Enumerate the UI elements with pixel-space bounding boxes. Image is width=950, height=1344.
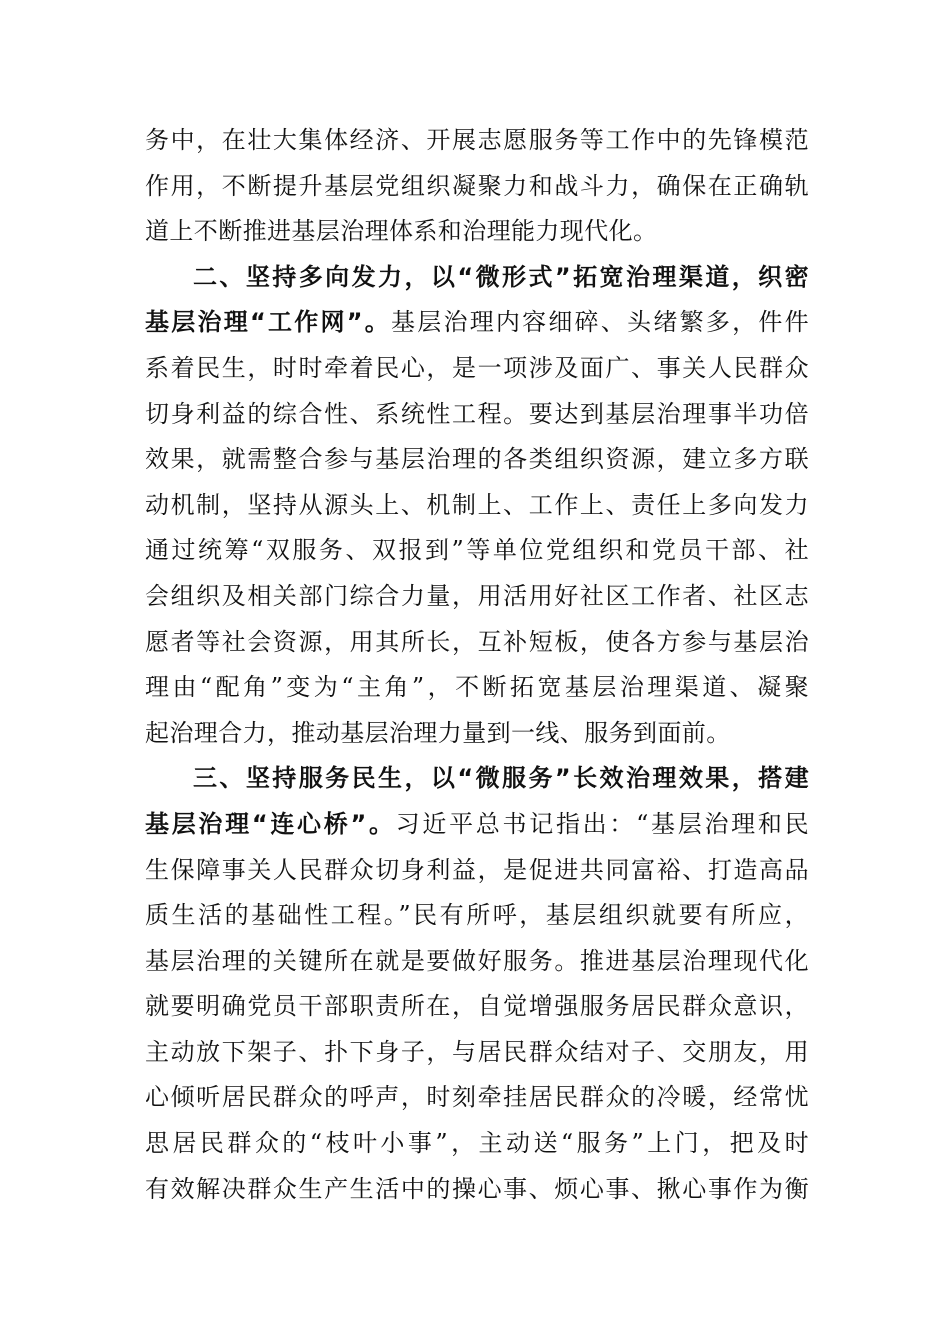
text-line: 思居民群众的“枝叶小事”，主动送“服务”上门，把及时	[145, 1129, 809, 1158]
section-heading-2-tail: 基层治理“工作网”。	[145, 308, 391, 337]
text-line: 就要明确党员干部职责所在，自觉增强服务居民群众意识，	[145, 992, 809, 1021]
text-line: 有效解决群众生产生活中的操心事、烦心事、揪心事作为衡	[145, 1174, 809, 1203]
text-line: 作用，不断提升基层党组织凝聚力和战斗力，确保在正确轨	[145, 171, 809, 200]
text-line: 通过统筹“双服务、双报到”等单位党组织和党员干部、社	[145, 536, 809, 565]
text-line: 基层治理的关键所在就是要做好服务。推进基层治理现代化	[145, 946, 809, 975]
section-heading-2: 二、坚持多向发力，以“微形式”拓宽治理渠道，织密	[193, 262, 809, 291]
text-line: 道上不断推进基层治理体系和治理能力现代化。	[145, 217, 658, 246]
text-line: 愿者等社会资源，用其所长，互补短板，使各方参与基层治	[145, 627, 809, 656]
document-body	[145, 118, 809, 1212]
section-heading-3-tail: 基层治理“连心桥”。	[145, 809, 396, 838]
text-span: 基层治理内容细碎、头绪繁多，件件	[390, 308, 809, 337]
text-line: 切身利益的综合性、系统性工程。要达到基层治理事半功倍	[145, 399, 809, 428]
text-line: 系着民生，时时牵着民心，是一项涉及面广、事关人民群众	[145, 353, 809, 382]
text-line	[145, 802, 809, 848]
text-span: 习近平总书记指出：“基层治理和民	[395, 809, 809, 838]
text-line: 会组织及相关部门综合力量，用活用好社区工作者、社区志	[145, 581, 809, 610]
text-line: 动机制，坚持从源头上、机制上、工作上、责任上多向发力	[145, 490, 809, 519]
text-line: 效果，就需整合参与基层治理的各类组织资源，建立多方联	[145, 445, 809, 474]
text-line: 务中，在壮大集体经济、开展志愿服务等工作中的先锋模范	[145, 126, 809, 154]
text-line: 起治理合力，推动基层治理力量到一线、服务到面前。	[145, 718, 731, 747]
text-line: 质生活的基础性工程。”民有所呼，基层组织就要有所应，	[145, 901, 809, 930]
text-line	[145, 300, 809, 346]
text-line: 生保障事关人民群众切身利益，是促进共同富裕、打造高品	[145, 855, 809, 884]
text-line: 主动放下架子、扑下身子，与居民群众结对子、交朋友，用	[145, 1037, 809, 1066]
section-heading-3: 三、坚持服务民生，以“微服务”长效治理效果，搭建	[193, 764, 809, 793]
text-line: 理由“配角”变为“主角”，不断拓宽基层治理渠道、凝聚	[145, 673, 809, 702]
text-line: 心倾听居民群众的呼声，时刻牵挂居民群众的冷暖，经常忧	[145, 1083, 809, 1112]
